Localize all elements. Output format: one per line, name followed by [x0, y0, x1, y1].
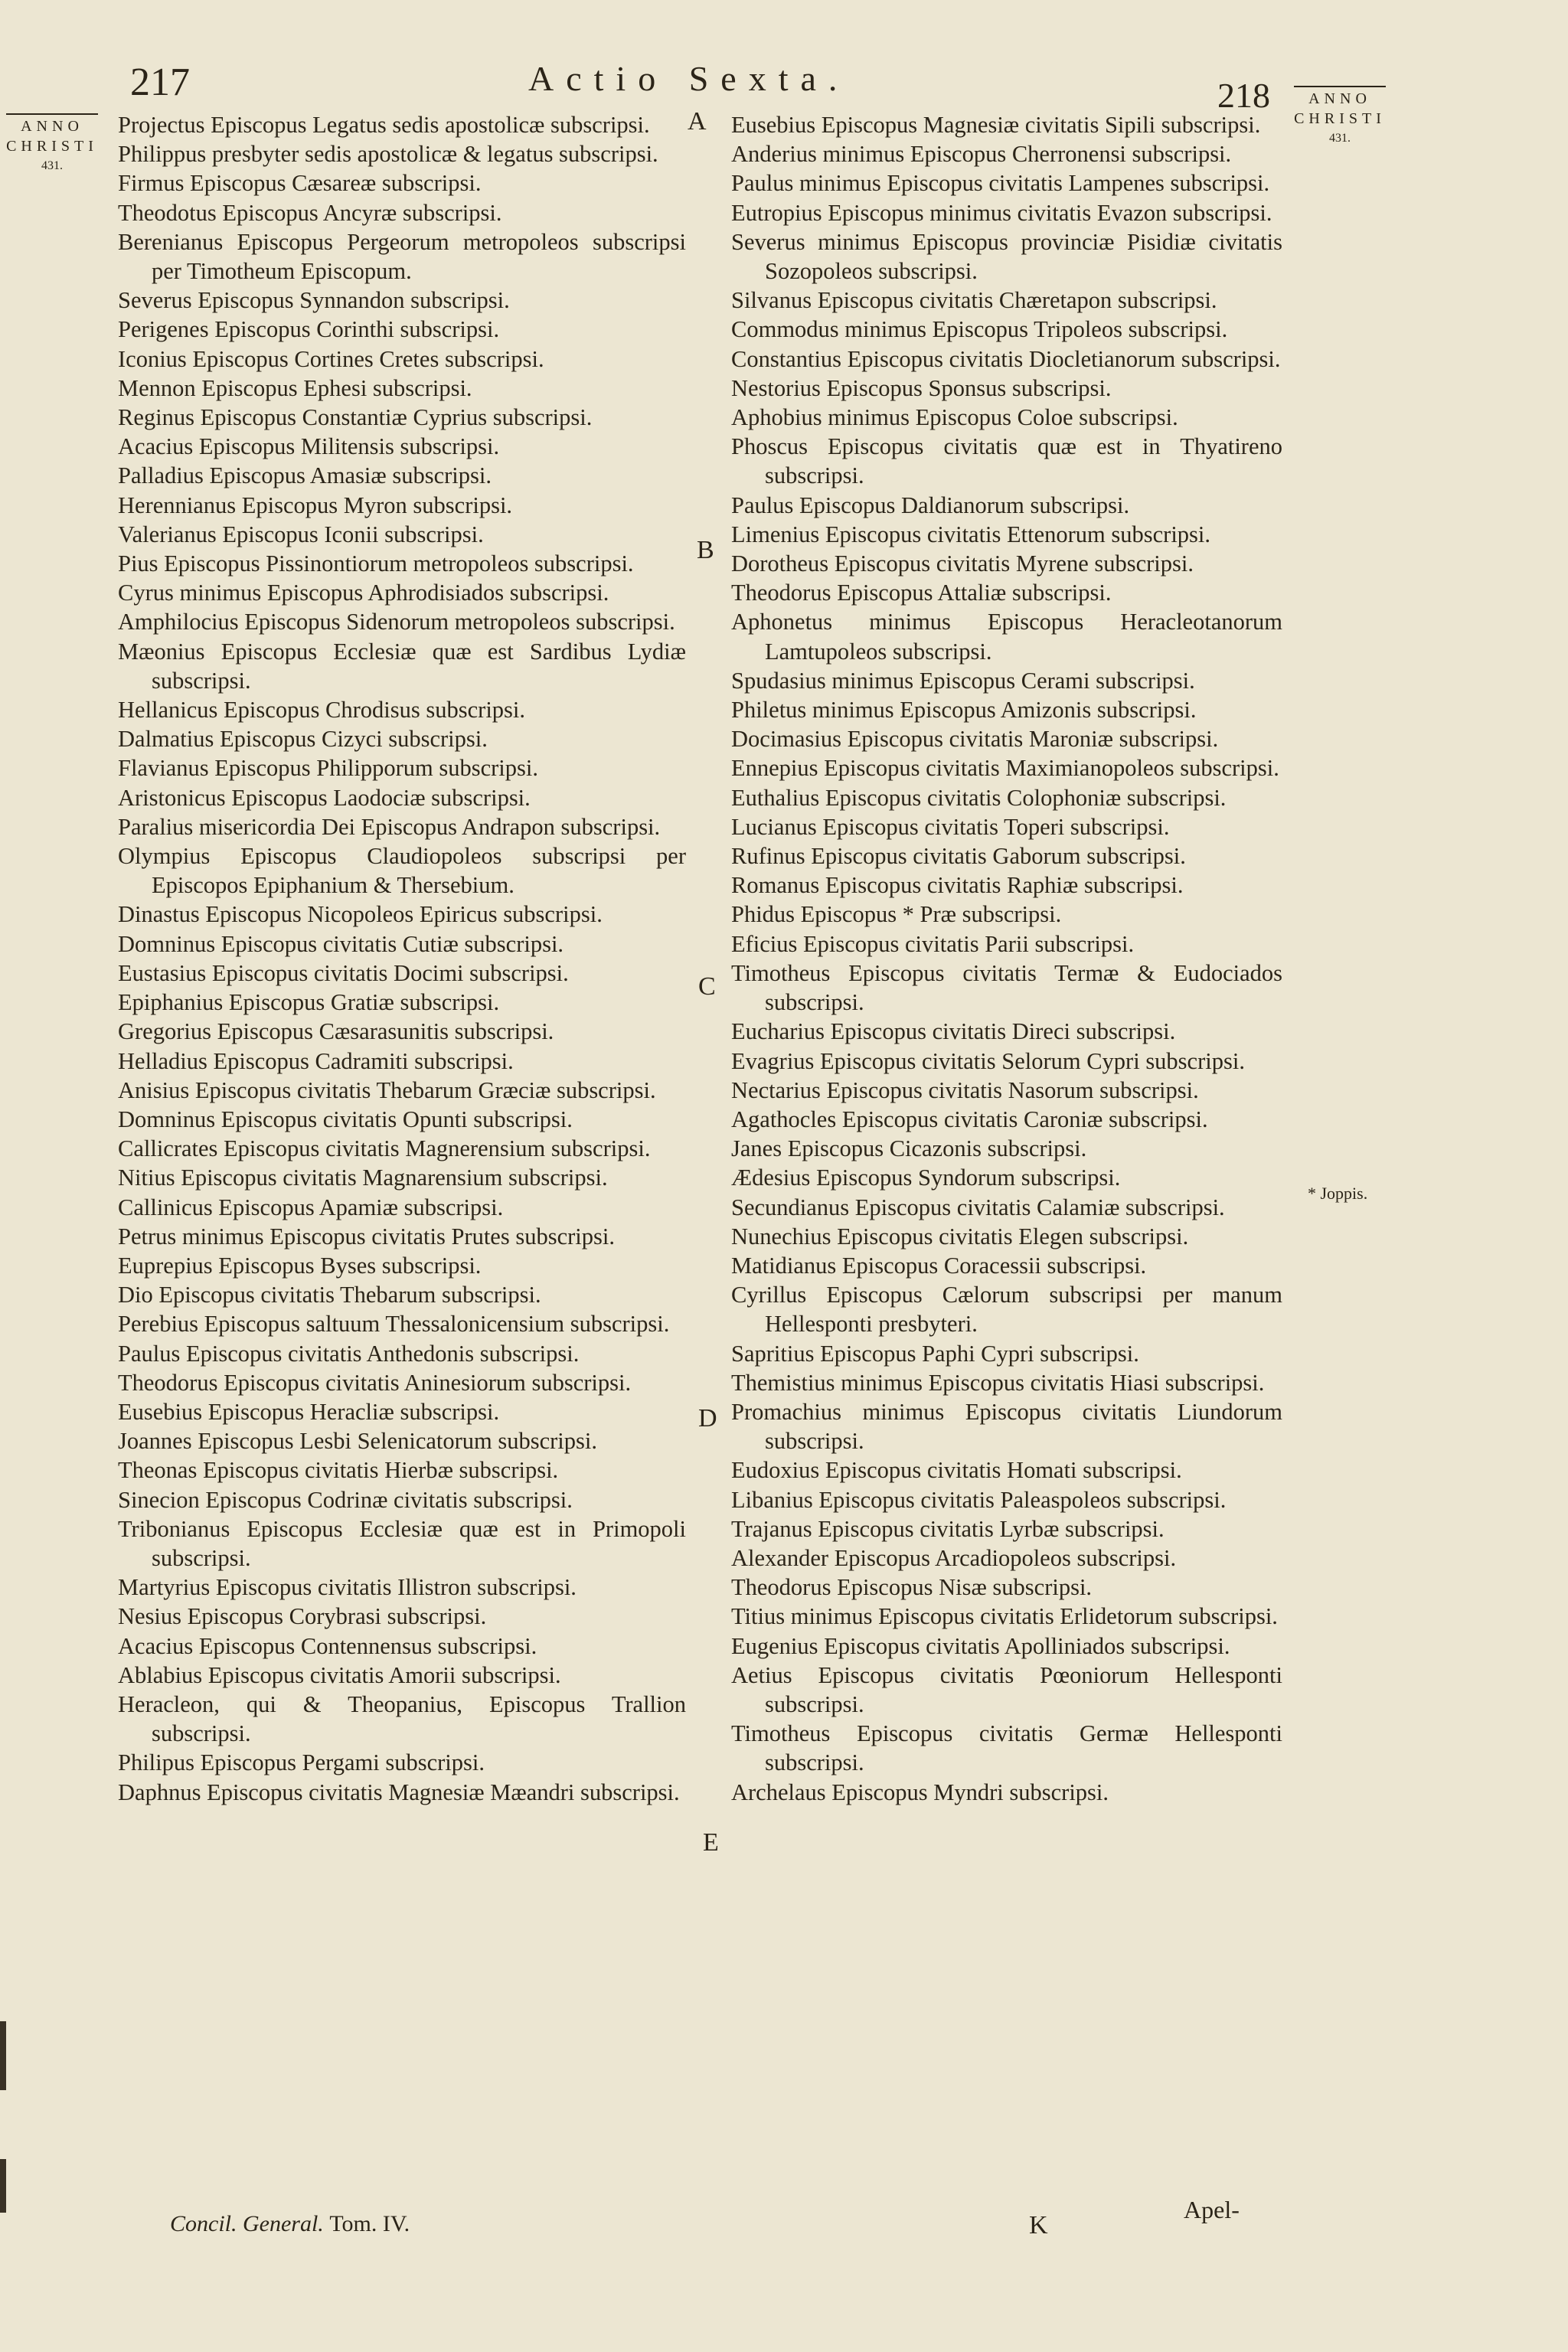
- left-column-entry: Heracleon, qui & Theopanius, Episcopus Trallion subscripsi.: [118, 1690, 686, 1747]
- right-column-entry: Aetius Episcopus civitatis Pœoniorum Hellesponti subscripsi.: [731, 1661, 1282, 1717]
- right-column-entry: Timotheus Episcopus civitatis Termæ & Eudociados subscripsi.: [731, 959, 1282, 1016]
- footer-signature-mark: K: [1029, 2211, 1048, 2239]
- left-column-entry: Ablabius Episcopus civitatis Amorii subscripsi.: [118, 1661, 561, 1688]
- page-edge-mark: [0, 2021, 6, 2090]
- left-column-entry: Domninus Episcopus civitatis Opunti subscripsi.: [118, 1106, 573, 1132]
- margin-label-christi-right: CHRISTI: [1294, 110, 1386, 127]
- right-column-entry: Ædesius Episcopus Syndorum subscripsi.: [731, 1165, 1121, 1191]
- left-column-entry: Theonas Episcopus civitatis Hierbæ subscripsi.: [118, 1457, 559, 1484]
- left-column-entry: Eusebius Episcopus Heracliæ subscripsi.: [118, 1398, 500, 1425]
- right-column-entry: Themistius minimus Episcopus civitatis Hiasi subscripsi.: [731, 1369, 1265, 1396]
- left-column-entry: Tribonianus Episcopus Ecclesiæ quæ est in Primopoli subscripsi.: [118, 1515, 686, 1571]
- right-column-entry: Phoscus Episcopus civitatis quæ est in Thyatireno subscripsi.: [731, 433, 1282, 489]
- right-column-entry: Theodorus Episcopus Attaliæ subscripsi.: [731, 580, 1112, 606]
- right-column-entry: Eudoxius Episcopus civitatis Homati subscripsi.: [731, 1457, 1182, 1484]
- right-column-entry: Dorotheus Episcopus civitatis Myrene subscripsi.: [731, 550, 1194, 577]
- right-column: [731, 110, 1282, 1807]
- left-column-entry: Acacius Episcopus Militensis subscripsi.: [118, 433, 500, 460]
- left-column-entry: Joannes Episcopus Lesbi Selenicatorum subscripsi.: [118, 1428, 597, 1455]
- left-column-entry: Nesius Episcopus Corybrasi subscripsi.: [118, 1603, 487, 1630]
- left-column-entry: Reginus Episcopus Constantiæ Cyprius subscripsi.: [118, 404, 593, 431]
- right-column-entry: Aphonetus minimus Episcopus Heracleotanorum Lamtupoleos subscripsi.: [731, 609, 1282, 665]
- right-column-entry: Archelaus Episcopus Myndri subscripsi.: [731, 1779, 1109, 1805]
- right-column-entry: Theodorus Episcopus Nisæ subscripsi.: [731, 1574, 1093, 1601]
- right-column-entry: Eutropius Episcopus minimus civitatis Evazon subscripsi.: [731, 199, 1272, 226]
- left-column-entry: Euprepius Episcopus Byses subscripsi.: [118, 1252, 482, 1279]
- left-column-entry: Perebius Episcopus saltuum Thessalonicensium subscripsi.: [118, 1311, 670, 1338]
- left-column-entry: Firmus Episcopus Cæsareæ subscripsi.: [118, 170, 482, 197]
- left-column-entry: Olympius Episcopus Claudiopoleos subscripsi per Episcopos Epiphanium & Thersebium.: [118, 843, 686, 899]
- left-column-entry: Berenianus Episcopus Pergeorum metropoleos subscripsi per Timotheum Episcopum.: [118, 228, 686, 285]
- right-column-entry: Sapritius Episcopus Paphi Cypri subscripsi.: [731, 1340, 1139, 1367]
- right-column-entry: Severus minimus Episcopus provinciæ Pisidiæ civitatis Sozopoleos subscripsi.: [731, 228, 1282, 285]
- section-letter-e: E: [703, 1828, 719, 1857]
- footer-volume-tome: Tom. IV.: [329, 2211, 410, 2236]
- right-column-entry: Eficius Episcopus civitatis Parii subscripsi.: [731, 930, 1135, 957]
- left-column-entry: Pius Episcopus Pissinontiorum metropoleos subscripsi.: [118, 550, 634, 577]
- right-column-entry: Anderius minimus Episcopus Cherronensi subscripsi.: [731, 141, 1232, 168]
- left-column-entry: Dinastus Episcopus Nicopoleos Epiricus subscripsi.: [118, 901, 603, 928]
- margin-note-joppis: * Joppis.: [1308, 1184, 1368, 1203]
- left-column-entry: Aristonicus Episcopus Laodociæ subscripsi.: [118, 784, 531, 811]
- left-column-entry: Theodorus Episcopus civitatis Aninesiorum subscripsi.: [118, 1369, 632, 1396]
- margin-year-value-left: 431.: [41, 159, 63, 172]
- left-column-entry: Severus Episcopus Synnandon subscripsi.: [118, 287, 510, 314]
- left-column-entry: Domninus Episcopus civitatis Cutiæ subscripsi.: [118, 930, 564, 957]
- right-column-entry: Constantius Episcopus civitatis Diocletianorum subscripsi.: [731, 345, 1281, 372]
- right-column-entry: Limenius Episcopus civitatis Ettenorum subscripsi.: [731, 521, 1211, 547]
- right-column-entry: Ennepius Episcopus civitatis Maximianopoleos subscripsi.: [731, 755, 1279, 782]
- right-column-entry: Docimasius Episcopus civitatis Maroniæ subscripsi.: [731, 726, 1219, 753]
- page-title: Actio Sexta.: [528, 59, 850, 98]
- right-column-entry: Philetus minimus Episcopus Amizonis subscripsi.: [731, 697, 1197, 724]
- right-column-entry: Euthalius Episcopus civitatis Colophoniæ subscripsi.: [731, 784, 1227, 811]
- left-column-entry: Amphilocius Episcopus Sidenorum metropoleos subscripsi.: [118, 609, 675, 635]
- footer-volume: [170, 2211, 410, 2237]
- left-column-entry: Nitius Episcopus civitatis Magnarensium subscripsi.: [118, 1165, 608, 1191]
- right-column-entry: Phidus Episcopus * Præ subscripsi.: [731, 901, 1062, 928]
- section-letter-b: B: [697, 536, 714, 564]
- left-column-entry: Mæonius Episcopus Ecclesiæ quæ est Sardibus Lydiæ subscripsi.: [118, 638, 686, 694]
- left-column-entry: Daphnus Episcopus civitatis Magnesiæ Mæandri subscripsi.: [118, 1779, 680, 1805]
- left-column-entry: Philipus Episcopus Pergami subscripsi.: [118, 1749, 485, 1776]
- left-column-entry: Mennon Episcopus Ephesi subscripsi.: [118, 374, 472, 401]
- margin-rule-right: [1294, 86, 1386, 87]
- right-column-entry: Rufinus Episcopus civitatis Gaborum subscripsi.: [731, 843, 1186, 870]
- right-column-entry: Eucharius Episcopus civitatis Direci subscripsi.: [731, 1018, 1176, 1045]
- margin-year-right: [1294, 86, 1386, 149]
- left-column-entry: Paulus Episcopus civitatis Anthedonis subscripsi.: [118, 1340, 580, 1367]
- page-edge-mark: [0, 2159, 6, 2213]
- left-column-entry: Cyrus minimus Episcopus Aphrodisiados subscripsi.: [118, 580, 609, 606]
- left-column-entry: Callicrates Episcopus civitatis Magnerensium subscripsi.: [118, 1135, 651, 1162]
- page-number-right: 218: [1217, 76, 1270, 115]
- right-column-entry: Nestorius Episcopus Sponsus subscripsi.: [731, 374, 1112, 401]
- left-column-entry: Valerianus Episcopus Iconii subscripsi.: [118, 521, 484, 547]
- right-column-entry: Alexander Episcopus Arcadiopoleos subscripsi.: [731, 1544, 1177, 1571]
- right-column-entry: Matidianus Episcopus Coracessii subscripsi.: [731, 1252, 1147, 1279]
- right-column-entry: Romanus Episcopus civitatis Raphiæ subscripsi.: [731, 872, 1184, 899]
- section-letter-c: C: [698, 972, 716, 1001]
- right-column-entry: Janes Episcopus Cicazonis subscripsi.: [731, 1135, 1087, 1162]
- left-column-entry: Iconius Episcopus Cortines Cretes subscripsi.: [118, 345, 544, 372]
- left-column-entry: Acacius Episcopus Contennensus subscripsi.: [118, 1632, 537, 1659]
- left-column-entry: Dio Episcopus civitatis Thebarum subscripsi.: [118, 1282, 541, 1308]
- left-column-entry: Theodotus Episcopus Ancyræ subscripsi.: [118, 199, 502, 226]
- right-column-entry: Nectarius Episcopus civitatis Nasorum subscripsi.: [731, 1076, 1199, 1103]
- right-column-entry: Aphobius minimus Episcopus Coloe subscripsi.: [731, 404, 1178, 431]
- right-column-entry: Evagrius Episcopus civitatis Selorum Cypri subscripsi.: [731, 1047, 1245, 1074]
- margin-label-anno-left: ANNO: [21, 118, 83, 135]
- left-column-entry: Anisius Episcopus civitatis Thebarum Græciæ subscripsi.: [118, 1076, 656, 1103]
- section-letter-d: D: [698, 1404, 717, 1432]
- footer-catchword: Apel-: [1184, 2196, 1240, 2223]
- right-column-entry: Commodus minimus Episcopus Tripoleos subscripsi.: [731, 316, 1228, 343]
- left-column-entry: Callinicus Episcopus Apamiæ subscripsi.: [118, 1194, 504, 1220]
- left-column-entry: Philippus presbyter sedis apostolicæ & legatus subscripsi.: [118, 141, 658, 168]
- right-column-entry: Spudasius minimus Episcopus Cerami subscripsi.: [731, 667, 1195, 694]
- right-column-entry: Timotheus Episcopus civitatis Germæ Hellesponti subscripsi.: [731, 1720, 1282, 1776]
- right-column-entry: Agathocles Episcopus civitatis Caroniæ subscripsi.: [731, 1106, 1208, 1132]
- left-column-entry: Perigenes Episcopus Corinthi subscripsi.: [118, 316, 500, 343]
- margin-label-christi-left: CHRISTI: [6, 138, 98, 155]
- margin-label-anno-right: ANNO: [1308, 90, 1371, 107]
- left-column-entry: Gregorius Episcopus Cæsarasunitis subscripsi.: [118, 1018, 554, 1045]
- left-column-entry: Projectus Episcopus Legatus sedis apostolicæ subscripsi.: [118, 112, 650, 138]
- left-column-entry: Dalmatius Episcopus Cizyci subscripsi.: [118, 726, 488, 753]
- right-column-entry: Promachius minimus Episcopus civitatis Liundorum subscripsi.: [731, 1398, 1282, 1455]
- right-column-entry: Eusebius Episcopus Magnesiæ civitatis Sipili subscripsi.: [731, 112, 1261, 138]
- left-column-entry: Hellanicus Episcopus Chrodisus subscripsi.: [118, 697, 526, 724]
- left-column-entry: Sinecion Episcopus Codrinæ civitatis subscripsi.: [118, 1486, 573, 1513]
- margin-rule-left: [6, 113, 98, 115]
- margin-year-value-right: 431.: [1329, 132, 1351, 145]
- left-column-entry: Paralius misericordia Dei Episcopus Andrapon subscripsi.: [118, 813, 661, 840]
- section-letter-a: A: [688, 107, 707, 136]
- left-column-entry: Eustasius Episcopus civitatis Docimi subscripsi.: [118, 959, 569, 986]
- right-column-entry: Eugenius Episcopus civitatis Apolliniados subscripsi.: [731, 1632, 1230, 1659]
- right-column-entry: Silvanus Episcopus civitatis Chæretapon subscripsi.: [731, 287, 1217, 314]
- right-column-entry: Titius minimus Episcopus civitatis Erlidetorum subscripsi.: [731, 1603, 1278, 1630]
- left-column: [118, 110, 686, 1807]
- footer-volume-title: Concil. General.: [170, 2211, 324, 2236]
- right-column-entry: Nunechius Episcopus civitatis Elegen subscripsi.: [731, 1223, 1189, 1250]
- right-column-entry: Trajanus Episcopus civitatis Lyrbæ subscripsi.: [731, 1515, 1165, 1542]
- right-column-entry: Cyrillus Episcopus Cælorum subscripsi per manum Hellesponti presbyteri.: [731, 1282, 1282, 1338]
- left-column-entry: Herennianus Episcopus Myron subscripsi.: [118, 492, 513, 518]
- left-column-entry: Petrus minimus Episcopus civitatis Prutes subscripsi.: [118, 1223, 615, 1250]
- right-column-entry: Secundianus Episcopus civitatis Calamiæ subscripsi.: [731, 1194, 1225, 1220]
- right-column-entry: Paulus minimus Episcopus civitatis Lampenes subscripsi.: [731, 170, 1270, 197]
- left-column-entry: Flavianus Episcopus Philipporum subscripsi.: [118, 755, 538, 782]
- left-column-entry: Epiphanius Episcopus Gratiæ subscripsi.: [118, 989, 500, 1016]
- margin-year-left: [6, 113, 98, 176]
- right-column-entry: Libanius Episcopus civitatis Paleaspoleos subscripsi.: [731, 1486, 1227, 1513]
- right-column-entry: Lucianus Episcopus civitatis Toperi subscripsi.: [731, 813, 1170, 840]
- right-column-entry: Paulus Episcopus Daldianorum subscripsi.: [731, 492, 1130, 518]
- page-number-left: 217: [130, 60, 190, 104]
- left-column-entry: Palladius Episcopus Amasiæ subscripsi.: [118, 462, 492, 489]
- left-column-entry: Helladius Episcopus Cadramiti subscripsi.: [118, 1047, 514, 1074]
- left-column-entry: Martyrius Episcopus civitatis Illistron subscripsi.: [118, 1574, 577, 1601]
